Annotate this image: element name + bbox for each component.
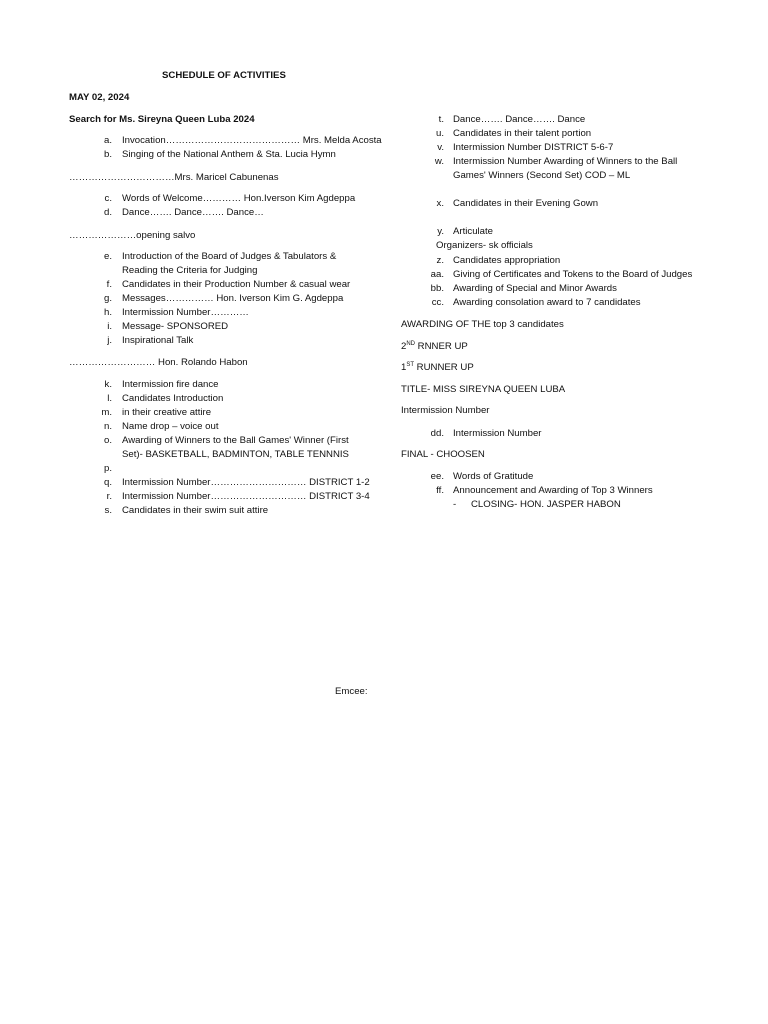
item-text: Announcement and Awarding of Top 3 Winners bbox=[453, 485, 653, 496]
rank-title: RNNER UP bbox=[415, 341, 468, 352]
document-title: SCHEDULE OF ACTIVITIES bbox=[162, 70, 286, 81]
item-text: Awarding of Winners to the Ball Games' Winner (First Set)- BASKETBALL, BADMINTON, TABLE TENNNIS bbox=[122, 435, 349, 460]
item-text: Name drop – voice out bbox=[122, 421, 219, 432]
item-label: n. bbox=[103, 421, 112, 432]
item-label: w. bbox=[434, 156, 444, 167]
rank-number: 2 bbox=[401, 341, 407, 352]
rank-number: 1 bbox=[401, 362, 407, 373]
item-label: z. bbox=[436, 255, 444, 266]
title-winner-line: TITLE- MISS SIREYNA QUEEN LUBA bbox=[401, 384, 566, 395]
intermission-line: Intermission Number bbox=[401, 405, 490, 416]
item-text: Intermission Number………………………… DISTRICT 1-2 bbox=[122, 477, 370, 488]
rank-title: RUNNER UP bbox=[414, 362, 474, 373]
ordinal-suffix: ST bbox=[406, 362, 415, 368]
separator-line-1: ……………………………Mrs. Maricel Cabunenas bbox=[69, 172, 279, 183]
item-label: dd. bbox=[430, 428, 444, 439]
item-label: u. bbox=[435, 128, 444, 139]
item-label: b. bbox=[103, 149, 112, 160]
item-text: Awarding of Special and Minor Awards bbox=[453, 283, 617, 294]
item-label: s. bbox=[104, 505, 112, 516]
item-label: d. bbox=[103, 207, 112, 218]
item-label: g. bbox=[103, 293, 112, 304]
ordinal-suffix: ND bbox=[406, 341, 416, 347]
item-text: Words of Gratitude bbox=[453, 471, 534, 482]
organizers-line: Organizers- sk officials bbox=[436, 240, 533, 251]
item-text: Giving of Certificates and Tokens to the Board of Judges bbox=[453, 269, 693, 280]
item-label: f. bbox=[106, 279, 112, 290]
item-text: Dance……. Dance……. Dance bbox=[453, 114, 586, 125]
item-text: Message- SPONSORED bbox=[122, 321, 229, 332]
item-label: i. bbox=[107, 321, 112, 332]
item-label: y. bbox=[437, 226, 444, 237]
item-text: Candidates in their swim suit attire bbox=[122, 505, 269, 516]
item-text: Articulate bbox=[453, 226, 493, 237]
item-text: Candidates appropriation bbox=[453, 255, 561, 266]
event-name: Search for Ms. Sireyna Queen Luba 2024 bbox=[69, 114, 255, 125]
item-text: Awarding consolation award to 7 candidates bbox=[453, 297, 641, 308]
item-label: h. bbox=[103, 307, 112, 318]
emcee-label: Emcee: bbox=[335, 686, 368, 697]
separator-line-2: …………………opening salvo bbox=[69, 230, 196, 241]
item-label: bb. bbox=[430, 283, 444, 294]
item-label: cc. bbox=[431, 297, 444, 308]
item-label: ff. bbox=[436, 485, 444, 496]
item-label: t. bbox=[438, 114, 444, 125]
item-text: Candidates in their talent portion bbox=[453, 128, 592, 139]
item-label: p. bbox=[103, 463, 112, 474]
item-text: Dance……. Dance……. Dance… bbox=[122, 207, 264, 218]
item-text: Messages…………… Hon. Iverson Kim G. Agdeppa bbox=[122, 293, 344, 304]
item-label: x. bbox=[436, 198, 444, 209]
item-text: Candidates in their Evening Gown bbox=[453, 198, 599, 209]
item-text: Words of Welcome………… Hon.Iverson Kim Agdeppa bbox=[122, 193, 356, 204]
item-text: Intermission Number DISTRICT 5-6-7 bbox=[453, 142, 614, 153]
item-label: o. bbox=[103, 435, 112, 446]
bullet-dash: - bbox=[453, 499, 457, 510]
item-label: m. bbox=[101, 407, 112, 418]
item-text: Inspirational Talk bbox=[122, 335, 194, 346]
item-label: aa. bbox=[430, 269, 444, 280]
item-text: Intermission Number………………………… DISTRICT 3-4 bbox=[122, 491, 370, 502]
event-date: MAY 02, 2024 bbox=[69, 92, 130, 103]
item-text: Intermission Number Awarding of Winners to the Ball Games' Winners (Second Set) COD – ML bbox=[453, 156, 678, 181]
item-text: Candidates Introduction bbox=[122, 393, 224, 404]
item-label: l. bbox=[107, 393, 112, 404]
item-text: Singing of the National Anthem & Sta. Lucia Hymn bbox=[122, 149, 336, 160]
item-label: a. bbox=[103, 135, 112, 146]
awarding-top3-heading: AWARDING OF THE top 3 candidates bbox=[401, 319, 564, 330]
item-text: Intermission Number………… bbox=[122, 307, 249, 318]
second-runner-up-line bbox=[401, 340, 468, 354]
final-heading: FINAL - CHOOSEN bbox=[401, 449, 485, 460]
first-runner-up-line bbox=[401, 361, 474, 375]
item-text: Invocation…………………………………… Mrs. Melda Acosta bbox=[122, 135, 382, 146]
item-label: v. bbox=[437, 142, 444, 153]
item-text: Intermission fire dance bbox=[122, 379, 219, 390]
item-text: Intermission Number bbox=[453, 428, 542, 439]
item-label: ee. bbox=[430, 471, 444, 482]
item-text: in their creative attire bbox=[122, 407, 212, 418]
item-label: c. bbox=[104, 193, 112, 204]
item-text: Introduction of the Board of Judges & Tabulators & Reading the Criteria for Judging bbox=[122, 251, 337, 276]
item-label: e. bbox=[103, 251, 112, 262]
item-label: k. bbox=[104, 379, 112, 390]
item-text: CLOSING- HON. JASPER HABON bbox=[471, 499, 621, 510]
separator-line-3: ……………………… Hon. Rolando Habon bbox=[69, 357, 248, 368]
item-label: q. bbox=[103, 477, 112, 488]
item-text: Candidates in their Production Number & casual wear bbox=[122, 279, 351, 290]
item-label: j. bbox=[107, 335, 112, 346]
item-label: r. bbox=[106, 491, 112, 502]
